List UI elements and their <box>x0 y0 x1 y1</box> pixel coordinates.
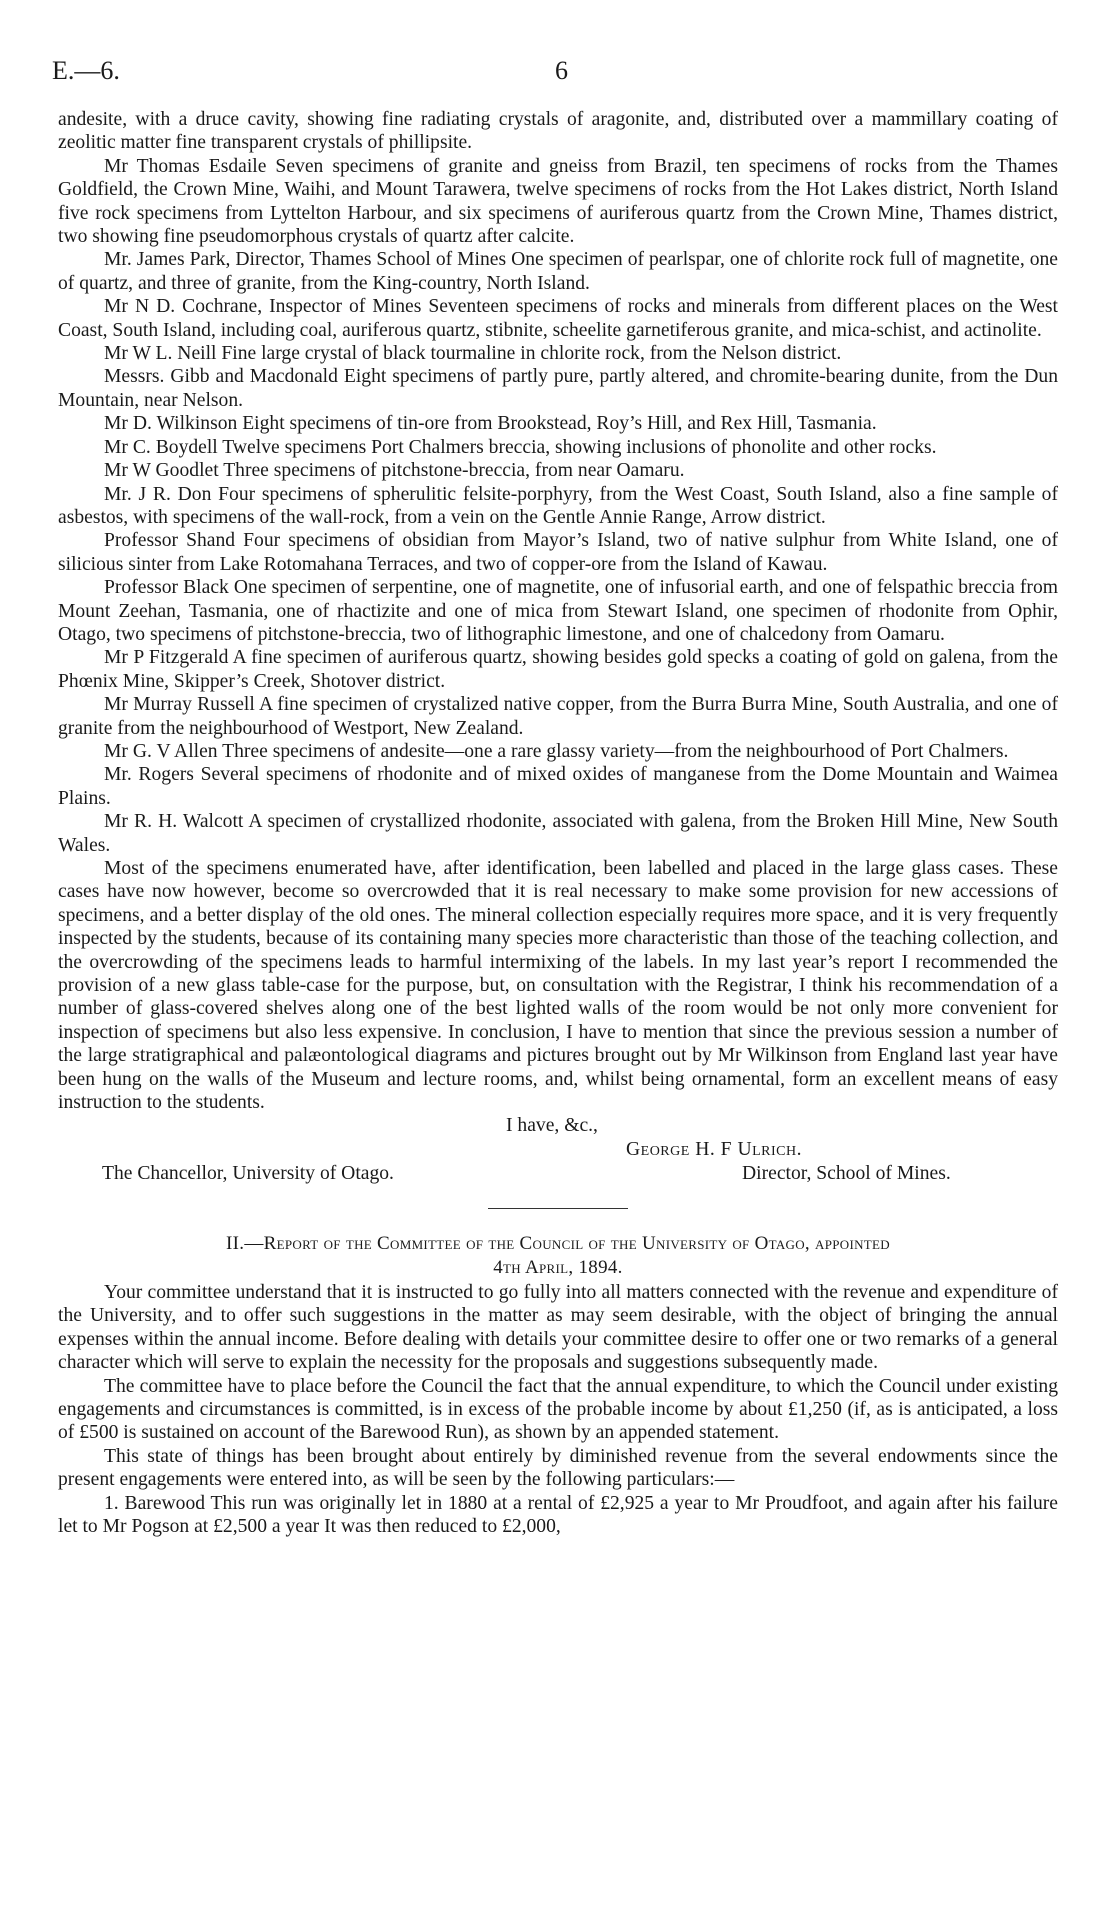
donation-paragraph: Mr G. V Allen Three specimens of andesite—one a rare glassy variety—from the neighbourhood of Port Chalmers. <box>104 740 1009 762</box>
report-paragraph: The committee have to place before the Council the fact that the annual expenditure, to which the Council under existing engagements and circumstances is committed, is in excess of the probable income by about £1,250 (if, as is anticipated, a loss of £500 is sustained on account of the Barewood Run), as shown by an appended statement. <box>58 1375 1058 1444</box>
signoff-salutation: I have, &c., <box>506 1115 598 1137</box>
donation-paragraph: Messrs. Gibb and Macdonald Eight specimens of partly pure, partly altered, and chromite-bearing dunite, from the Dun Mountain, near Nelson. <box>58 366 1058 411</box>
page-number: 6 <box>555 56 568 85</box>
closing-paragraph: Most of the specimens enumerated have, after identification, been labelled and placed in the large glass cases. These cases have now however, become so overcrowded that it is real necessary to make some provision for new accessions of specimens, and a better display of the old ones. The mineral collection especially requires more space, and it is very frequently inspected by the students, because of its containing many species more characteristic than those of the teaching collection, and the overcrowding of the specimens leads to harmful intermixing of the labels. In my last year’s report I recommended the provision of a new glass table-case for the purpose, but, on consultation with the Registrar, I think his recommendation of a number of glass-covered shelves along one of the best lighted walls of the room would be not only more convenient for inspection of specimens but also less expensive. In conclusion, I have to mention that since the previous session a number of the large stratigraphical and palæontological diagrams and pictures brought out by Mr Wilkinson from England last year have been hung on the walls of the Museum and lecture rooms, and, whilst being ornamental, form an excellent means of easy instruction to the students. <box>58 858 1058 1114</box>
donation-paragraph: Mr Thomas Esdaile Seven specimens of granite and gneiss from Brazil, ten specimens of rocks from the Thames Goldfield, the Crown Mine, Waihi, and Mount Tarawera, twelve specimens of rocks from the Hot Lakes district, North Island five rock specimens from Lyttelton Harbour, and six specimens of auriferous quartz from the Crown Mine, Thames district, two showing fine pseudomorphous crystals of quartz after calcite. <box>58 155 1058 248</box>
signatory-title: Director, School of Mines. <box>742 1162 951 1184</box>
donation-paragraph: Mr R. H. Walcott A specimen of crystallized rhodonite, associated with galena, from the Broken Hill Mine, New South Wales. <box>58 811 1058 856</box>
donation-paragraph: Mr C. Boydell Twelve specimens Port Chalmers breccia, showing inclusions of phonolite and other rocks. <box>104 436 937 458</box>
page-header <box>52 56 1054 96</box>
continuation-paragraph: andesite, with a druce cavity, showing fine radiating crystals of aragonite, and, distributed over a mammillary coating of zeolitic matter fine transparent crystals of phillipsite. <box>58 109 1058 154</box>
section-heading: II.—Report of the Committee of the Council of the University of Otago, appointed <box>226 1232 890 1254</box>
donation-paragraph: Mr W Goodlet Three specimens of pitchstone-breccia, from near Oamaru. <box>104 460 685 482</box>
donation-paragraph: Mr P Fitzgerald A fine specimen of auriferous quartz, showing besides gold specks a coating of gold on galena, from the Phœnix Mine, Skipper’s Creek, Shotover district. <box>58 647 1058 692</box>
donation-paragraph: Mr W L. Neill Fine large crystal of black tourmaline in chlorite rock, from the Nelson district. <box>104 343 842 365</box>
addressee: The Chancellor, University of Otago. <box>102 1162 394 1184</box>
report-paragraph: This state of things has been brought about entirely by diminished revenue from the several endowments since the present engagements were entered into, as will be seen by the following particulars:— <box>58 1445 1058 1491</box>
report-paragraph: 1. Barewood This run was originally let in 1880 at a rental of £2,925 a year to Mr Proudfoot, and again after his failure let to Mr Pogson at £2,500 a year It was then reduced to £2,000, <box>58 1492 1058 1537</box>
report-paragraph: Your committee understand that it is instructed to go fully into all matters connected with the revenue and expenditure of the University, and to offer such suggestions in the matter as may seem desirable, with the object of bringing the annual expenses within the annual income. Before dealing with details your committee desire to offer one or two remarks of a general character which will serve to explain the necessity for the proposals and suggestions subsequently made. <box>58 1281 1058 1374</box>
donation-paragraph: Mr. Rogers Several specimens of rhodonite and of mixed oxides of manganese from the Dome Mountain and Waimea Plains. <box>58 764 1058 809</box>
signatory-name: George H. F Ulrich. <box>626 1138 803 1160</box>
donation-paragraph: Mr. J R. Don Four specimens of spherulitic felsite-porphyry, from the West Coast, South Island, also a fine sample of asbestos, with specimens of the wall-rock, from a vein on the Gentle Annie Range, Arrow district. <box>58 483 1058 528</box>
donation-paragraph: Mr. James Park, Director, Thames School of Mines One specimen of pearlspar, one of chlorite rock full of magnetite, one of quartz, and three of granite, from the King-country, North Island. <box>58 249 1058 294</box>
signoff-address-line <box>58 1162 1058 1186</box>
section-divider <box>488 1208 628 1209</box>
donation-paragraph: Mr N D. Cochrane, Inspector of Mines Seventeen specimens of rocks and minerals from different places on the West Coast, South Island, including coal, auriferous quartz, stibnite, scheelite garnetiferous granite, and mica-schist, and actinolite. <box>58 296 1058 341</box>
section-heading-date: 4th April, 1894. <box>493 1256 623 1278</box>
donation-paragraph: Mr D. Wilkinson Eight specimens of tin-ore from Brookstead, Roy’s Hill, and Rex Hill, Tasmania. <box>104 413 877 435</box>
donation-paragraph: Mr Murray Russell A fine specimen of crystalized native copper, from the Burra Burra Mine, South Australia, and one of granite from the neighbourhood of Westport, New Zealand. <box>58 694 1058 739</box>
donation-paragraph: Professor Shand Four specimens of obsidian from Mayor’s Island, two of native sulphur from White Island, one of silicious sinter from Lake Rotomahana Terraces, and two of copper-ore from the Island of Kawau. <box>58 530 1058 575</box>
document-body <box>58 108 1058 1538</box>
donation-paragraph: Professor Black One specimen of serpentine, one of magnetite, one of infusorial earth, and one of felspathic breccia from Mount Zeehan, Tasmania, one of rhactizite and one of mica from Stewart Island, one specimen of rhodonite from Ophir, Otago, two specimens of pitchstone-breccia, two of lithographic limestone, and one of chalcedony from Oamaru. <box>58 577 1058 645</box>
signoff-name-line <box>58 1138 1058 1162</box>
document-reference: E.—6. <box>52 56 120 85</box>
